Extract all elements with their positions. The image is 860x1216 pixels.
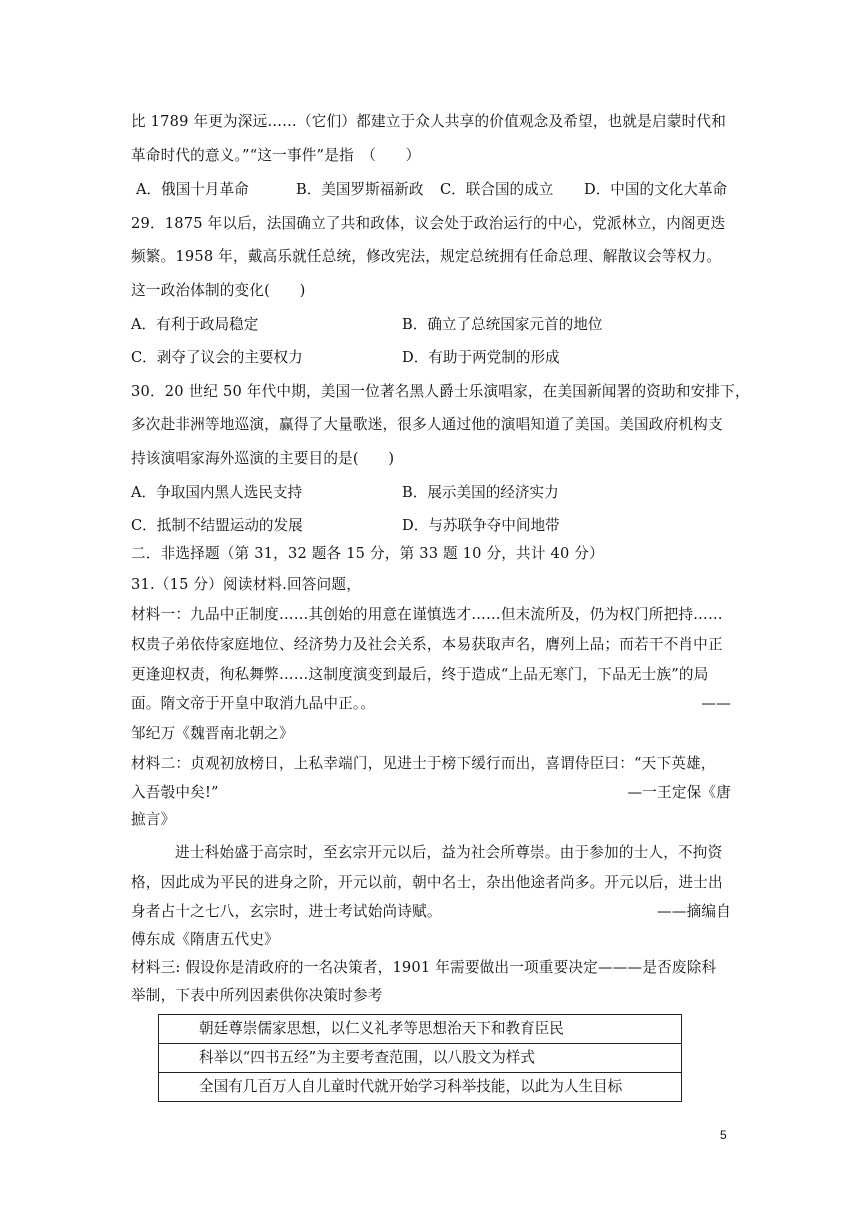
q28-text-line-1: 比 1789 年更为深远……（它们）都建立于众人共享的价值观念及希望，也就是启蒙时代和 (131, 113, 726, 130)
table-row (159, 1073, 682, 1102)
q29-text-line-3: 这一政治体制的变化( ) (131, 282, 306, 299)
material3-line-1: 材料三: 假设你是清政府的一名决策者，1901 年需要做出一项重要决定———是否废除科 (131, 959, 717, 976)
material2-para-line-2: 格，因此成为平民的进身之阶，开元以前，朝中名士，杂出他途者尚多。开元以后，进士出 (131, 874, 723, 891)
material1-source-dash: —— (701, 695, 731, 712)
q30-text-line-2: 多次赴非洲等地巡演，赢得了大量歌迷，很多人通过他的演唱知道了美国。美国政府机构支 (131, 416, 723, 433)
material2-line-2: 入吾彀中矣!” (131, 784, 219, 801)
table-cell: 全国有几百万人自儿童时代就开始学习科举技能，以此为人生目标 (159, 1073, 682, 1102)
material1-source: 邹纪万《魏晋南北朝之》 (131, 725, 294, 742)
q30-text-line-1: 30．20 世纪 50 年代中期，美国一位著名黑人爵士乐演唱家，在美国新闻署的资助和安排下， (131, 383, 750, 400)
material2-para-line-3: 身者占十之七八，玄宗时，进士考试始尚诗赋。 (131, 903, 442, 920)
material1-line-1: 材料一：九品中正制度……其创始的用意在谨慎选才……但末流所及，仍为权门所把持…… (131, 606, 723, 623)
material2-source-b: 摭言》 (131, 811, 176, 828)
q28-option-c: C．联合国的成立 (440, 181, 554, 198)
q28-text-line-2: 革命时代的意义。”“这一事件”是指 （ ） (131, 147, 421, 164)
table-cell: 朝廷尊崇儒家思想，以仁义礼孝等思想治天下和教育臣民 (159, 1015, 682, 1044)
q29-option-a: A．有利于政局稳定 (131, 316, 259, 333)
q29-option-d: D．有助于两党制的形成 (402, 349, 560, 366)
q28-option-a: A．俄国十月革命 (136, 181, 249, 198)
page-number: 5 (720, 1128, 727, 1142)
q29-text-line-2: 频繁。1958 年，戴高乐就任总统，修改宪法，规定总统拥有任命总理、解散议会等权力。 (131, 248, 722, 265)
section-heading-non-choice: 二．非选择题（第 31，32 题各 15 分，第 33 题 10 分，共计 40 分） (131, 545, 604, 562)
material2-line-1: 材料二：贞观初放榜日，上私幸端门，见进士于榜下缓行而出，喜谓侍臣曰：“天下英雄， (131, 755, 716, 772)
q28-option-b: B．美国罗斯福新政 (296, 181, 424, 198)
table-cell: 科举以“四书五经”为主要考查范围，以八股文为样式 (159, 1044, 682, 1073)
q30-option-b: B．展示美国的经济实力 (402, 484, 559, 501)
material3-line-2: 举制，下表中所列因素供你决策时参考 (131, 987, 383, 1004)
factors-table (158, 1014, 682, 1102)
material2-para-source-b: 傅东成《隋唐五代史》 (131, 931, 279, 948)
q29-option-b: B．确立了总统国家元首的地位 (402, 316, 603, 333)
table-row (159, 1015, 682, 1044)
q29-text-line-1: 29．1875 年以后，法国确立了共和政体，议会处于政治运行的中心，党派林立，内阁更迭 (131, 215, 726, 232)
material1-line-3: 更逢迎权责，徇私舞弊……这制度演变到最后，终于造成“上品无寒门，下品无士族”的局 (131, 666, 709, 683)
material2-source-a: —一王定保《唐 (627, 784, 731, 801)
q28-option-d: D．中国的文化大革命 (584, 181, 728, 198)
material2-para-source-a: ——摘编自 (657, 903, 731, 920)
q29-option-c: C．剥夺了议会的主要权力 (131, 349, 303, 366)
q30-option-a: A．争取国内黑人选民支持 (131, 484, 303, 501)
q30-text-line-3: 持该演唱家海外巡演的主要目的是( ) (131, 450, 395, 467)
material2-para-line-1: 进士科始盛于高宗时，至玄宗开元以后，益为社会所尊崇。由于参加的士人，不拘资 (175, 844, 723, 861)
table-row (159, 1044, 682, 1073)
q30-option-d: D．与苏联争夺中间地带 (402, 517, 560, 534)
q31-heading: 31.（15 分）阅读材料.回答问题， (131, 576, 361, 593)
material1-line-4: 面。隋文帝于开皇中取消九品中正。。 (131, 695, 376, 712)
material1-line-2: 权贵子弟依侍家庭地位、经济势力及社会关系，本易获取声名，膺列上品；而若干不肖中正 (131, 636, 723, 653)
q30-option-c: C．抵制不结盟运动的发展 (131, 517, 303, 534)
